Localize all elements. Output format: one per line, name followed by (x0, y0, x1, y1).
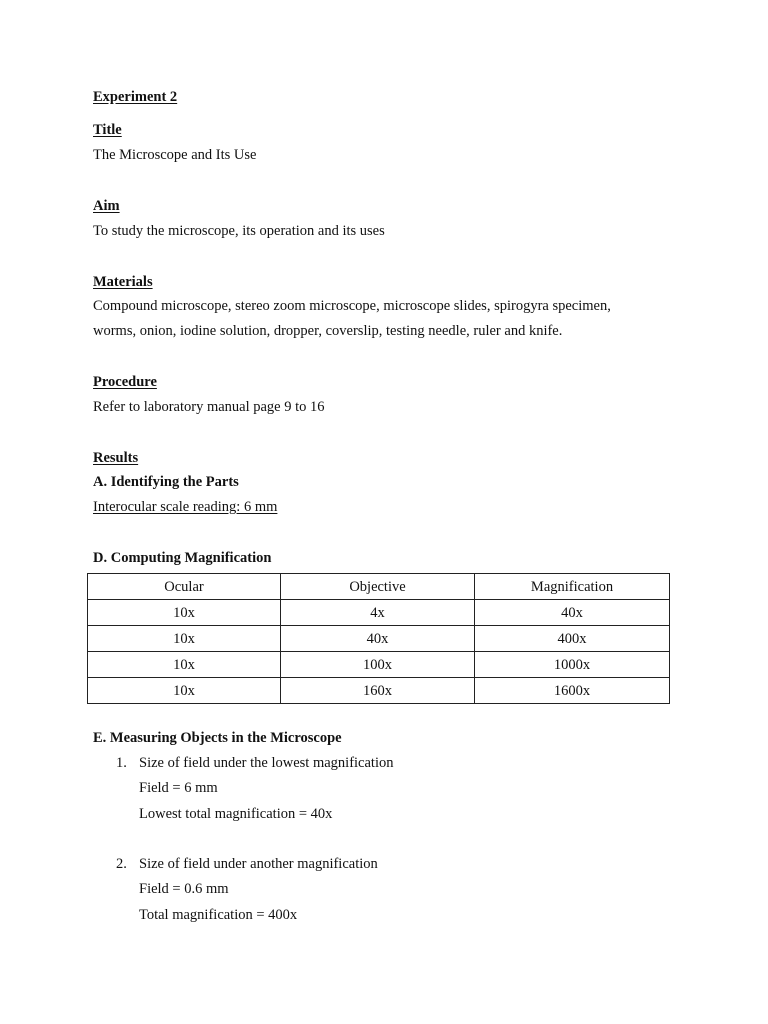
table-cell-ocular: 10x (88, 678, 281, 704)
item2-text: Size of field under another magnification (139, 856, 378, 872)
section-d-heading: D. Computing Magnification (93, 550, 272, 566)
item2-field: Field = 0.6 mm (139, 881, 229, 897)
item1-magnification: Lowest total magnification = 40x (139, 806, 333, 822)
materials-heading: Materials (93, 274, 153, 290)
table-cell-ocular: 10x (88, 652, 281, 678)
table-header-ocular: Ocular (88, 574, 281, 600)
title-heading: Title (93, 122, 122, 138)
table-header-magnification: Magnification (475, 574, 670, 600)
item2-number: 2. (116, 856, 127, 872)
table-cell-objective: 4x (281, 600, 475, 626)
table-row (88, 600, 670, 626)
materials-text-line1: Compound microscope, stereo zoom microscope, microscope slides, spirogyra specimen, (93, 298, 611, 314)
item2-magnification: Total magnification = 400x (139, 907, 298, 923)
table-cell-magnification: 40x (475, 600, 670, 626)
table-cell-magnification: 400x (475, 626, 670, 652)
table-cell-ocular: 10x (88, 600, 281, 626)
item1-text: Size of field under the lowest magnification (139, 755, 394, 771)
table-row (88, 652, 670, 678)
interocular-reading: Interocular scale reading: 6 mm (93, 499, 278, 515)
title-text: The Microscope and Its Use (93, 147, 257, 163)
table-row (88, 626, 670, 652)
table-cell-magnification: 1600x (475, 678, 670, 704)
procedure-heading: Procedure (93, 374, 157, 390)
aim-text: To study the microscope, its operation and its uses (93, 223, 385, 239)
table-cell-objective: 40x (281, 626, 475, 652)
item1-field: Field = 6 mm (139, 780, 218, 796)
aim-heading: Aim (93, 198, 120, 214)
table-cell-ocular: 10x (88, 626, 281, 652)
table-cell-objective: 160x (281, 678, 475, 704)
item1-number: 1. (116, 755, 127, 771)
section-e-heading: E. Measuring Objects in the Microscope (93, 730, 342, 746)
section-a-heading: A. Identifying the Parts (93, 474, 239, 490)
table-header-row (88, 574, 670, 600)
experiment-heading: Experiment 2 (93, 89, 178, 105)
magnification-table (87, 573, 670, 704)
table-row (88, 678, 670, 704)
results-heading: Results (93, 450, 139, 466)
table-cell-magnification: 1000x (475, 652, 670, 678)
materials-text-line2: worms, onion, iodine solution, dropper, coverslip, testing needle, ruler and knife. (93, 323, 563, 339)
table-cell-objective: 100x (281, 652, 475, 678)
procedure-text: Refer to laboratory manual page 9 to 16 (93, 399, 325, 415)
table-header-objective: Objective (281, 574, 475, 600)
